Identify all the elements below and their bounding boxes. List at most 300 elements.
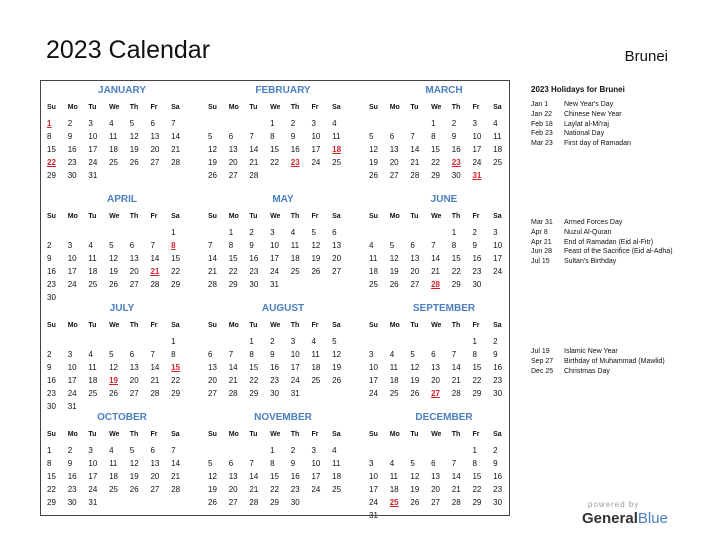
day-cell: 16 (451, 145, 461, 154)
day-cell: 19 (389, 267, 399, 276)
day-cell: 1 (171, 228, 176, 237)
day-cell: 7 (249, 459, 254, 468)
day-cell: 23 (67, 485, 77, 494)
weekday-header: Mo (228, 431, 239, 438)
day-cell: 3 (88, 119, 93, 128)
day-cell: 25 (290, 267, 300, 276)
day-cell: 2 (493, 446, 498, 455)
day-cell: 8 (249, 350, 254, 359)
day-cell: 24 (311, 485, 321, 494)
holiday-row (531, 347, 681, 357)
empty-cell (150, 226, 171, 239)
day-cell: 12 (129, 132, 139, 141)
day-cell: 3 (369, 350, 374, 359)
day-cell: 26 (208, 498, 217, 507)
day-cell: 25 (332, 158, 342, 167)
weekday-header: We (109, 104, 120, 111)
day-cell: 8 (228, 241, 234, 250)
day-cell: 20 (389, 158, 399, 167)
day-cell: 25 (109, 485, 118, 494)
month-june (369, 193, 519, 291)
day-cell: 8 (472, 350, 477, 359)
day-cell: 17 (290, 363, 300, 372)
day-cell: 20 (150, 145, 160, 154)
day-cell: 21 (451, 485, 461, 494)
day-cell: 30 (290, 498, 300, 507)
empty-cell (369, 117, 390, 130)
weekday-header: Fr (472, 104, 480, 111)
day-cell: 25 (88, 280, 98, 289)
day-cell: 11 (389, 363, 398, 372)
weekday-header: Th (129, 431, 139, 438)
empty-cell (109, 335, 130, 348)
day-cell: 18 (88, 267, 98, 276)
day-cell: 27 (228, 498, 238, 507)
month-days-grid (369, 430, 519, 522)
weekday-header: Su (369, 104, 378, 111)
day-cell: 13 (150, 459, 160, 468)
day-cell: 19 (311, 254, 321, 263)
holiday-day: 21 (150, 267, 160, 276)
day-cell: 4 (290, 228, 296, 237)
empty-cell (229, 335, 250, 348)
holiday-name: Nuzul Al-Quran (564, 228, 612, 236)
day-cell: 13 (431, 363, 440, 372)
month-july (47, 302, 197, 413)
day-cell: 21 (171, 472, 181, 481)
empty-cell (249, 117, 270, 130)
day-cell: 16 (290, 472, 300, 481)
holiday-date: Mar 31 (531, 219, 553, 226)
day-cell: 5 (410, 459, 415, 468)
day-cell: 27 (389, 171, 399, 180)
weekday-header: Sa (332, 431, 341, 438)
month-name: FEBRUARY (255, 85, 311, 96)
day-cell: 7 (228, 350, 234, 359)
month-name: JUNE (430, 194, 458, 205)
day-cell: 23 (249, 267, 259, 276)
day-cell: 9 (290, 459, 296, 468)
day-cell: 9 (493, 350, 498, 359)
empty-cell (390, 335, 411, 348)
empty-cell (68, 335, 89, 348)
day-cell: 12 (410, 472, 420, 481)
weekday-header: We (109, 213, 120, 220)
day-cell: 4 (88, 241, 93, 250)
day-cell: 6 (228, 132, 234, 141)
day-cell: 19 (129, 472, 139, 481)
holiday-row (531, 218, 681, 228)
month-days-grid (208, 103, 358, 182)
holiday-row (531, 238, 681, 248)
day-cell: 28 (451, 389, 461, 398)
day-cell: 28 (171, 158, 181, 167)
day-cell: 8 (47, 459, 52, 468)
day-cell: 30 (472, 280, 482, 289)
day-cell: 11 (389, 472, 398, 481)
day-cell: 7 (451, 459, 457, 468)
weekday-header: Sa (493, 104, 502, 111)
day-cell: 22 (472, 485, 482, 494)
holiday-name: Feast of the Sacrifice (Eid al-Adha) (564, 248, 673, 256)
day-cell: 27 (431, 498, 440, 507)
weekday-header: Mo (389, 322, 400, 329)
weekday-header: Th (290, 322, 300, 329)
day-cell: 30 (47, 293, 56, 302)
day-cell: 20 (228, 485, 238, 494)
day-cell: 7 (249, 132, 254, 141)
day-cell: 27 (150, 158, 160, 167)
day-cell: 30 (493, 389, 503, 398)
weekday-header: We (270, 104, 281, 111)
holiday-date: Jun 28 (531, 248, 553, 256)
empty-cell (369, 335, 390, 348)
holiday-day: 23 (290, 158, 300, 167)
day-cell: 26 (311, 267, 321, 276)
day-cell: 5 (109, 241, 114, 250)
day-cell: 30 (493, 498, 503, 507)
day-cell: 13 (389, 145, 399, 154)
holiday-day: 19 (109, 376, 118, 385)
day-cell: 12 (410, 363, 420, 372)
empty-cell (229, 444, 250, 457)
day-cell: 20 (150, 472, 160, 481)
day-cell: 8 (270, 459, 275, 468)
day-cell: 21 (208, 267, 217, 276)
day-cell: 25 (109, 158, 118, 167)
day-cell: 21 (228, 376, 238, 385)
day-cell: 15 (249, 363, 259, 372)
holiday-day: 23 (451, 158, 461, 167)
day-cell: 9 (290, 132, 296, 141)
day-cell: 10 (270, 241, 279, 250)
day-cell: 1 (249, 337, 254, 346)
day-cell: 24 (311, 158, 321, 167)
holiday-name: National Day (564, 130, 605, 138)
day-cell: 8 (431, 132, 436, 141)
holidays-title: 2023 Holidays for Brunei (531, 85, 625, 94)
day-cell: 27 (129, 280, 139, 289)
day-cell: 30 (451, 171, 461, 180)
day-cell: 10 (369, 472, 378, 481)
day-cell: 23 (493, 376, 503, 385)
brand-general: General (582, 510, 638, 527)
day-cell: 6 (410, 241, 415, 250)
day-cell: 12 (109, 254, 118, 263)
weekday-header: We (109, 431, 120, 438)
holiday-date: Jan 22 (531, 110, 553, 118)
day-cell: 15 (431, 145, 440, 154)
day-cell: 7 (150, 241, 155, 250)
day-cell: 16 (47, 267, 56, 276)
holiday-day: 25 (389, 498, 399, 507)
day-cell: 3 (88, 446, 93, 455)
weekday-header: Su (47, 322, 56, 329)
day-cell: 30 (47, 402, 56, 411)
day-cell: 25 (88, 389, 98, 398)
day-cell: 2 (47, 350, 52, 359)
day-cell: 20 (228, 158, 238, 167)
day-cell: 23 (472, 267, 482, 276)
day-cell: 22 (472, 376, 482, 385)
weekday-header: Su (208, 104, 217, 111)
holiday-name: Laylat al-Mi'raj (564, 120, 609, 128)
day-cell: 10 (369, 363, 378, 372)
day-cell: 27 (410, 280, 420, 289)
day-cell: 10 (472, 132, 482, 141)
day-cell: 26 (410, 389, 420, 398)
day-cell: 18 (332, 472, 342, 481)
day-cell: 28 (249, 171, 259, 180)
empty-cell (410, 335, 431, 348)
month-january (47, 84, 197, 182)
day-cell: 29 (472, 389, 482, 398)
day-cell: 6 (129, 241, 135, 250)
weekday-header: Sa (332, 104, 341, 111)
day-cell: 26 (109, 280, 118, 289)
day-cell: 26 (410, 498, 420, 507)
empty-cell (249, 444, 270, 457)
holiday-row (531, 110, 681, 120)
day-cell: 24 (369, 389, 378, 398)
day-cell: 19 (410, 376, 420, 385)
day-cell: 22 (171, 267, 181, 276)
day-cell: 16 (270, 363, 279, 372)
day-cell: 2 (67, 119, 73, 128)
day-cell: 13 (228, 145, 238, 154)
weekday-header: Fr (150, 104, 158, 111)
day-cell: 8 (472, 459, 477, 468)
day-cell: 26 (332, 376, 342, 385)
day-cell: 15 (270, 472, 279, 481)
day-cell: 10 (290, 350, 300, 359)
day-cell: 23 (270, 376, 279, 385)
month-name: JANUARY (98, 85, 146, 96)
day-cell: 25 (493, 158, 503, 167)
day-cell: 10 (67, 363, 77, 372)
day-cell: 2 (493, 337, 498, 346)
day-cell: 25 (332, 485, 342, 494)
month-september (369, 302, 519, 400)
weekday-header: Sa (171, 322, 180, 329)
day-cell: 6 (150, 446, 155, 455)
day-cell: 22 (228, 267, 238, 276)
empty-cell (431, 226, 452, 239)
weekday-header: Fr (311, 104, 319, 111)
month-name: SEPTEMBER (412, 303, 476, 314)
day-cell: 2 (472, 228, 477, 237)
weekday-header: Fr (150, 322, 158, 329)
day-cell: 7 (431, 241, 436, 250)
day-cell: 29 (171, 280, 181, 289)
month-october (47, 411, 197, 509)
weekday-header: Th (129, 322, 139, 329)
day-cell: 15 (472, 472, 482, 481)
weekday-header: Fr (150, 213, 158, 220)
weekday-header: We (431, 431, 442, 438)
empty-cell (410, 226, 431, 239)
day-cell: 7 (410, 132, 415, 141)
day-cell: 1 (431, 119, 436, 128)
day-cell: 16 (67, 145, 77, 154)
day-cell: 12 (109, 363, 118, 372)
weekday-header: Th (290, 431, 300, 438)
day-cell: 1 (171, 337, 176, 346)
day-cell: 25 (389, 389, 399, 398)
empty-cell (410, 117, 431, 130)
weekday-header: Mo (228, 322, 239, 329)
day-cell: 10 (88, 132, 98, 141)
month-name: AUGUST (261, 303, 305, 314)
weekday-header: Sa (493, 431, 502, 438)
day-cell: 4 (369, 241, 374, 250)
day-cell: 17 (88, 145, 98, 154)
weekday-header: Fr (150, 431, 158, 438)
day-cell: 22 (249, 376, 259, 385)
day-cell: 28 (451, 498, 461, 507)
day-cell: 19 (332, 363, 342, 372)
day-cell: 6 (208, 350, 213, 359)
day-cell: 17 (67, 376, 77, 385)
holiday-row (531, 257, 681, 267)
day-cell: 28 (208, 280, 217, 289)
weekday-header: We (431, 322, 442, 329)
day-cell: 28 (410, 171, 420, 180)
holiday-name: Armed Forces Day (564, 219, 623, 226)
day-cell: 28 (228, 389, 238, 398)
day-cell: 21 (150, 376, 160, 385)
month-name: MAY (272, 194, 294, 205)
day-cell: 24 (88, 485, 98, 494)
empty-cell (47, 226, 68, 239)
day-cell: 17 (369, 376, 378, 385)
day-cell: 9 (67, 459, 73, 468)
month-days-grid (47, 321, 197, 413)
holiday-row (531, 120, 681, 130)
day-cell: 11 (290, 241, 300, 250)
day-cell: 5 (332, 337, 337, 346)
weekday-header: Th (290, 213, 300, 220)
day-cell: 4 (332, 446, 337, 455)
day-cell: 14 (171, 459, 181, 468)
weekday-header: Tu (249, 104, 258, 111)
day-cell: 11 (88, 254, 97, 263)
weekday-header: Su (47, 213, 56, 220)
day-cell: 4 (109, 119, 114, 128)
day-cell: 3 (472, 119, 477, 128)
day-cell: 12 (332, 350, 342, 359)
day-cell: 29 (47, 498, 56, 507)
day-cell: 1 (47, 446, 52, 455)
day-cell: 13 (431, 472, 440, 481)
day-cell: 11 (332, 459, 341, 468)
day-cell: 2 (451, 119, 457, 128)
day-cell: 14 (249, 472, 259, 481)
empty-cell (390, 444, 411, 457)
weekday-header: Fr (311, 213, 319, 220)
day-cell: 21 (249, 485, 259, 494)
day-cell: 4 (311, 337, 316, 346)
empty-cell (369, 226, 390, 239)
holiday-day: 18 (332, 145, 342, 154)
day-cell: 7 (150, 350, 155, 359)
empty-cell (208, 226, 229, 239)
empty-cell (431, 444, 452, 457)
day-cell: 10 (311, 459, 321, 468)
holiday-name: First day of Ramadan (564, 140, 631, 148)
day-cell: 20 (129, 376, 139, 385)
day-cell: 27 (332, 267, 342, 276)
day-cell: 16 (472, 254, 482, 263)
day-cell: 22 (431, 158, 440, 167)
empty-cell (208, 335, 229, 348)
holiday-day: 15 (171, 363, 181, 372)
day-cell: 12 (129, 459, 139, 468)
weekday-header: Mo (67, 213, 78, 220)
empty-cell (452, 335, 473, 348)
generalblue-logo[interactable] (582, 510, 668, 527)
day-cell: 24 (270, 267, 279, 276)
day-cell: 28 (150, 389, 160, 398)
month-name: NOVEMBER (254, 412, 312, 423)
day-cell: 16 (249, 254, 259, 263)
day-cell: 30 (67, 171, 77, 180)
day-cell: 31 (88, 171, 98, 180)
weekday-header: Tu (88, 431, 97, 438)
day-cell: 25 (311, 376, 321, 385)
month-days-grid (208, 321, 358, 400)
weekday-header: We (109, 322, 120, 329)
empty-cell (390, 226, 411, 239)
holiday-day: 22 (47, 158, 56, 167)
day-cell: 5 (369, 132, 374, 141)
day-cell: 4 (109, 446, 114, 455)
day-cell: 1 (472, 446, 477, 455)
weekday-header: Tu (249, 431, 258, 438)
day-cell: 14 (431, 254, 440, 263)
day-cell: 19 (208, 485, 217, 494)
day-cell: 12 (208, 472, 217, 481)
holiday-row (531, 139, 681, 149)
day-cell: 14 (171, 132, 181, 141)
empty-cell (109, 226, 130, 239)
day-cell: 31 (369, 511, 378, 520)
weekday-header: Su (47, 104, 56, 111)
day-cell: 1 (270, 119, 275, 128)
holiday-name: Islamic New Year (564, 348, 618, 355)
holiday-date: Jul 15 (531, 258, 550, 266)
weekday-header: Tu (410, 213, 419, 220)
day-cell: 1 (451, 228, 457, 237)
day-cell: 16 (290, 145, 300, 154)
holiday-date: Jul 19 (531, 348, 550, 355)
day-cell: 17 (472, 145, 482, 154)
day-cell: 18 (290, 254, 300, 263)
day-cell: 3 (369, 459, 374, 468)
day-cell: 15 (47, 145, 56, 154)
day-cell: 18 (369, 267, 378, 276)
holiday-row (531, 100, 681, 110)
empty-cell (88, 335, 109, 348)
holiday-day: 27 (431, 389, 440, 398)
weekday-header: Tu (88, 213, 97, 220)
weekday-header: Th (451, 431, 461, 438)
day-cell: 27 (150, 485, 160, 494)
day-cell: 5 (208, 459, 213, 468)
weekday-header: Su (47, 431, 56, 438)
day-cell: 18 (109, 145, 118, 154)
month-name: APRIL (107, 194, 137, 205)
